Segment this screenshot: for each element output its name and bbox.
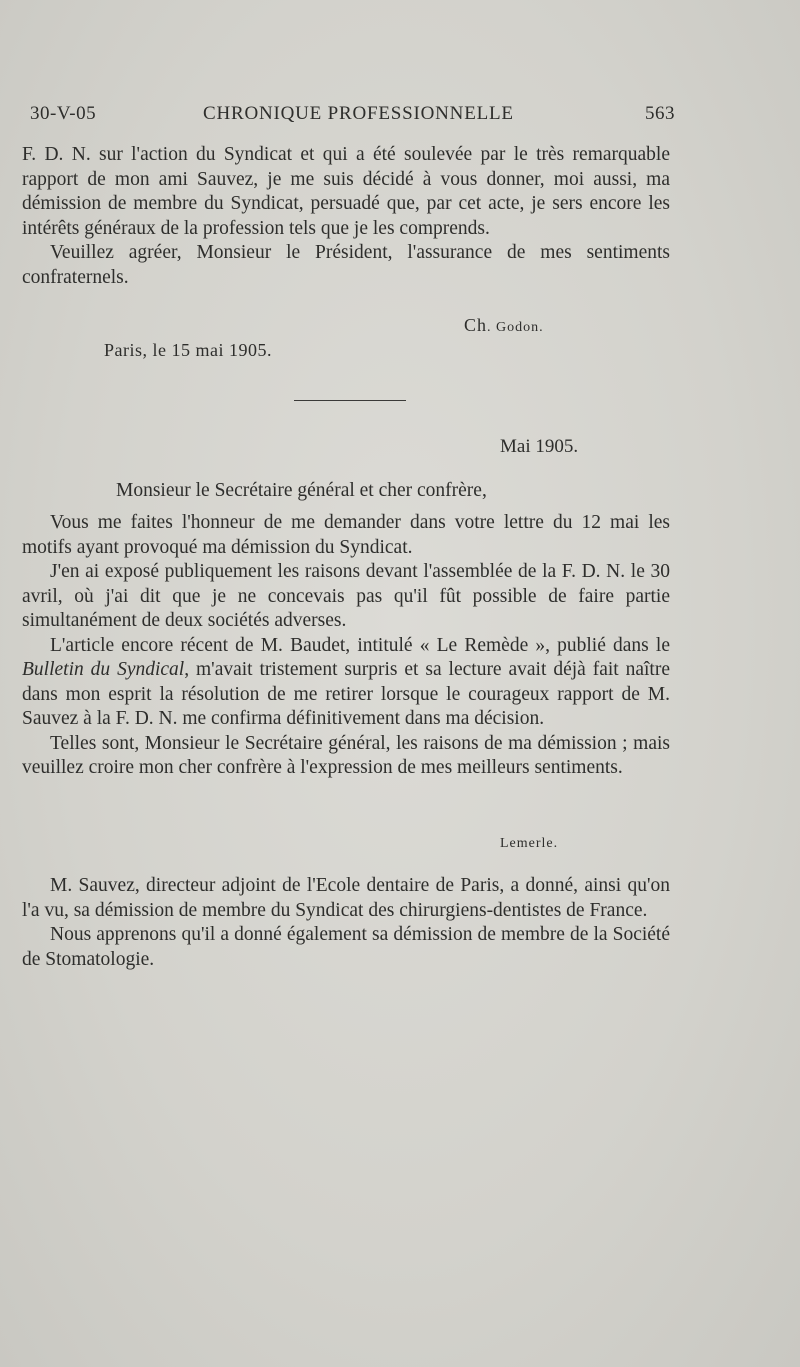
section-divider [294,400,406,401]
letter-lemerle-paragraph-2: J'en ai exposé publiquement les raisons devant l'assemblée de la F. D. N. le 30 avril, où j'ai dit que je ne concevais pas qu'il fût possible de faire partie simultanément de deux sociétés adverses. [22,561,670,631]
running-header [30,103,675,133]
signature-lemerle [500,831,558,852]
letter-lemerle-body [22,511,670,781]
place-date: Paris, le 15 mai 1905. [104,340,272,360]
letter-lemerle-date: Mai 1905. [500,436,579,457]
page-number: 563 [645,103,675,124]
note-paragraph-1: M. Sauvez, directeur adjoint de l'Ecole dentaire de Paris, a donné, ainsi qu'on l'a vu, sa démission de membre du Syndicat des chirurgiens-dentistes de France. [22,875,670,921]
signature-godon [464,315,544,336]
signature-godon-initial: Ch [464,315,488,335]
signature-lemerle-text: Lemerle. [500,836,559,851]
header-date: 30-V-05 [30,103,97,124]
paragraph-3-text-b: , m'avait tristement surpris et sa lecture avait déjà fait naître dans mon esprit la résolution de me retirer lorsque le courageux rapport de M. Sauvez à la F. D. N. me confirma définitivement dans ma décision. [22,659,670,729]
header-title: CHRONIQUE PROFESSIONNELLE [203,103,514,124]
letter-lemerle-paragraph-4: Telles sont, Monsieur le Secrétaire général, les raisons de ma démission ; mais veuillez croire mon cher confrère à l'expression de mes meilleurs sentiments. [22,732,670,778]
letter-lemerle-paragraph-1: Vous me faites l'honneur de me demander dans votre lettre du 12 mai les motifs ayant provoqué ma démission du Syndicat. [22,512,670,558]
letter-godon-paragraph-1: F. D. N. sur l'action du Syndicat et qui a été soulevée par le très remarquable rapport de mon ami Sauvez, je me suis décidé à vous donner, moi aussi, ma démission de membre du Syndicat, persuadé que, par cet acte, je sers encore les intérêts généraux de la profession tels que je les comprends. [22,144,670,239]
letter-lemerle-salutation: Monsieur le Secrétaire général et cher confrère, [116,480,487,501]
letter-godon-body [22,143,670,290]
news-note [22,874,670,972]
letter-lemerle-paragraph-3 [22,634,670,732]
letter-godon-paragraph-2: Veuillez agréer, Monsieur le Président, l'assurance de mes sentiments confraternels. [22,242,670,288]
note-paragraph-2: Nous apprenons qu'il a donné également sa démission de membre de la Société de Stomatologie. [22,924,670,970]
paragraph-3-text-a: L'article encore récent de M. Baudet, intitulé « Le Remède », publié dans le [50,634,670,656]
bulletin-title: Bulletin du Syndical [22,659,185,680]
signature-godon-rest: . Godon. [487,320,544,335]
